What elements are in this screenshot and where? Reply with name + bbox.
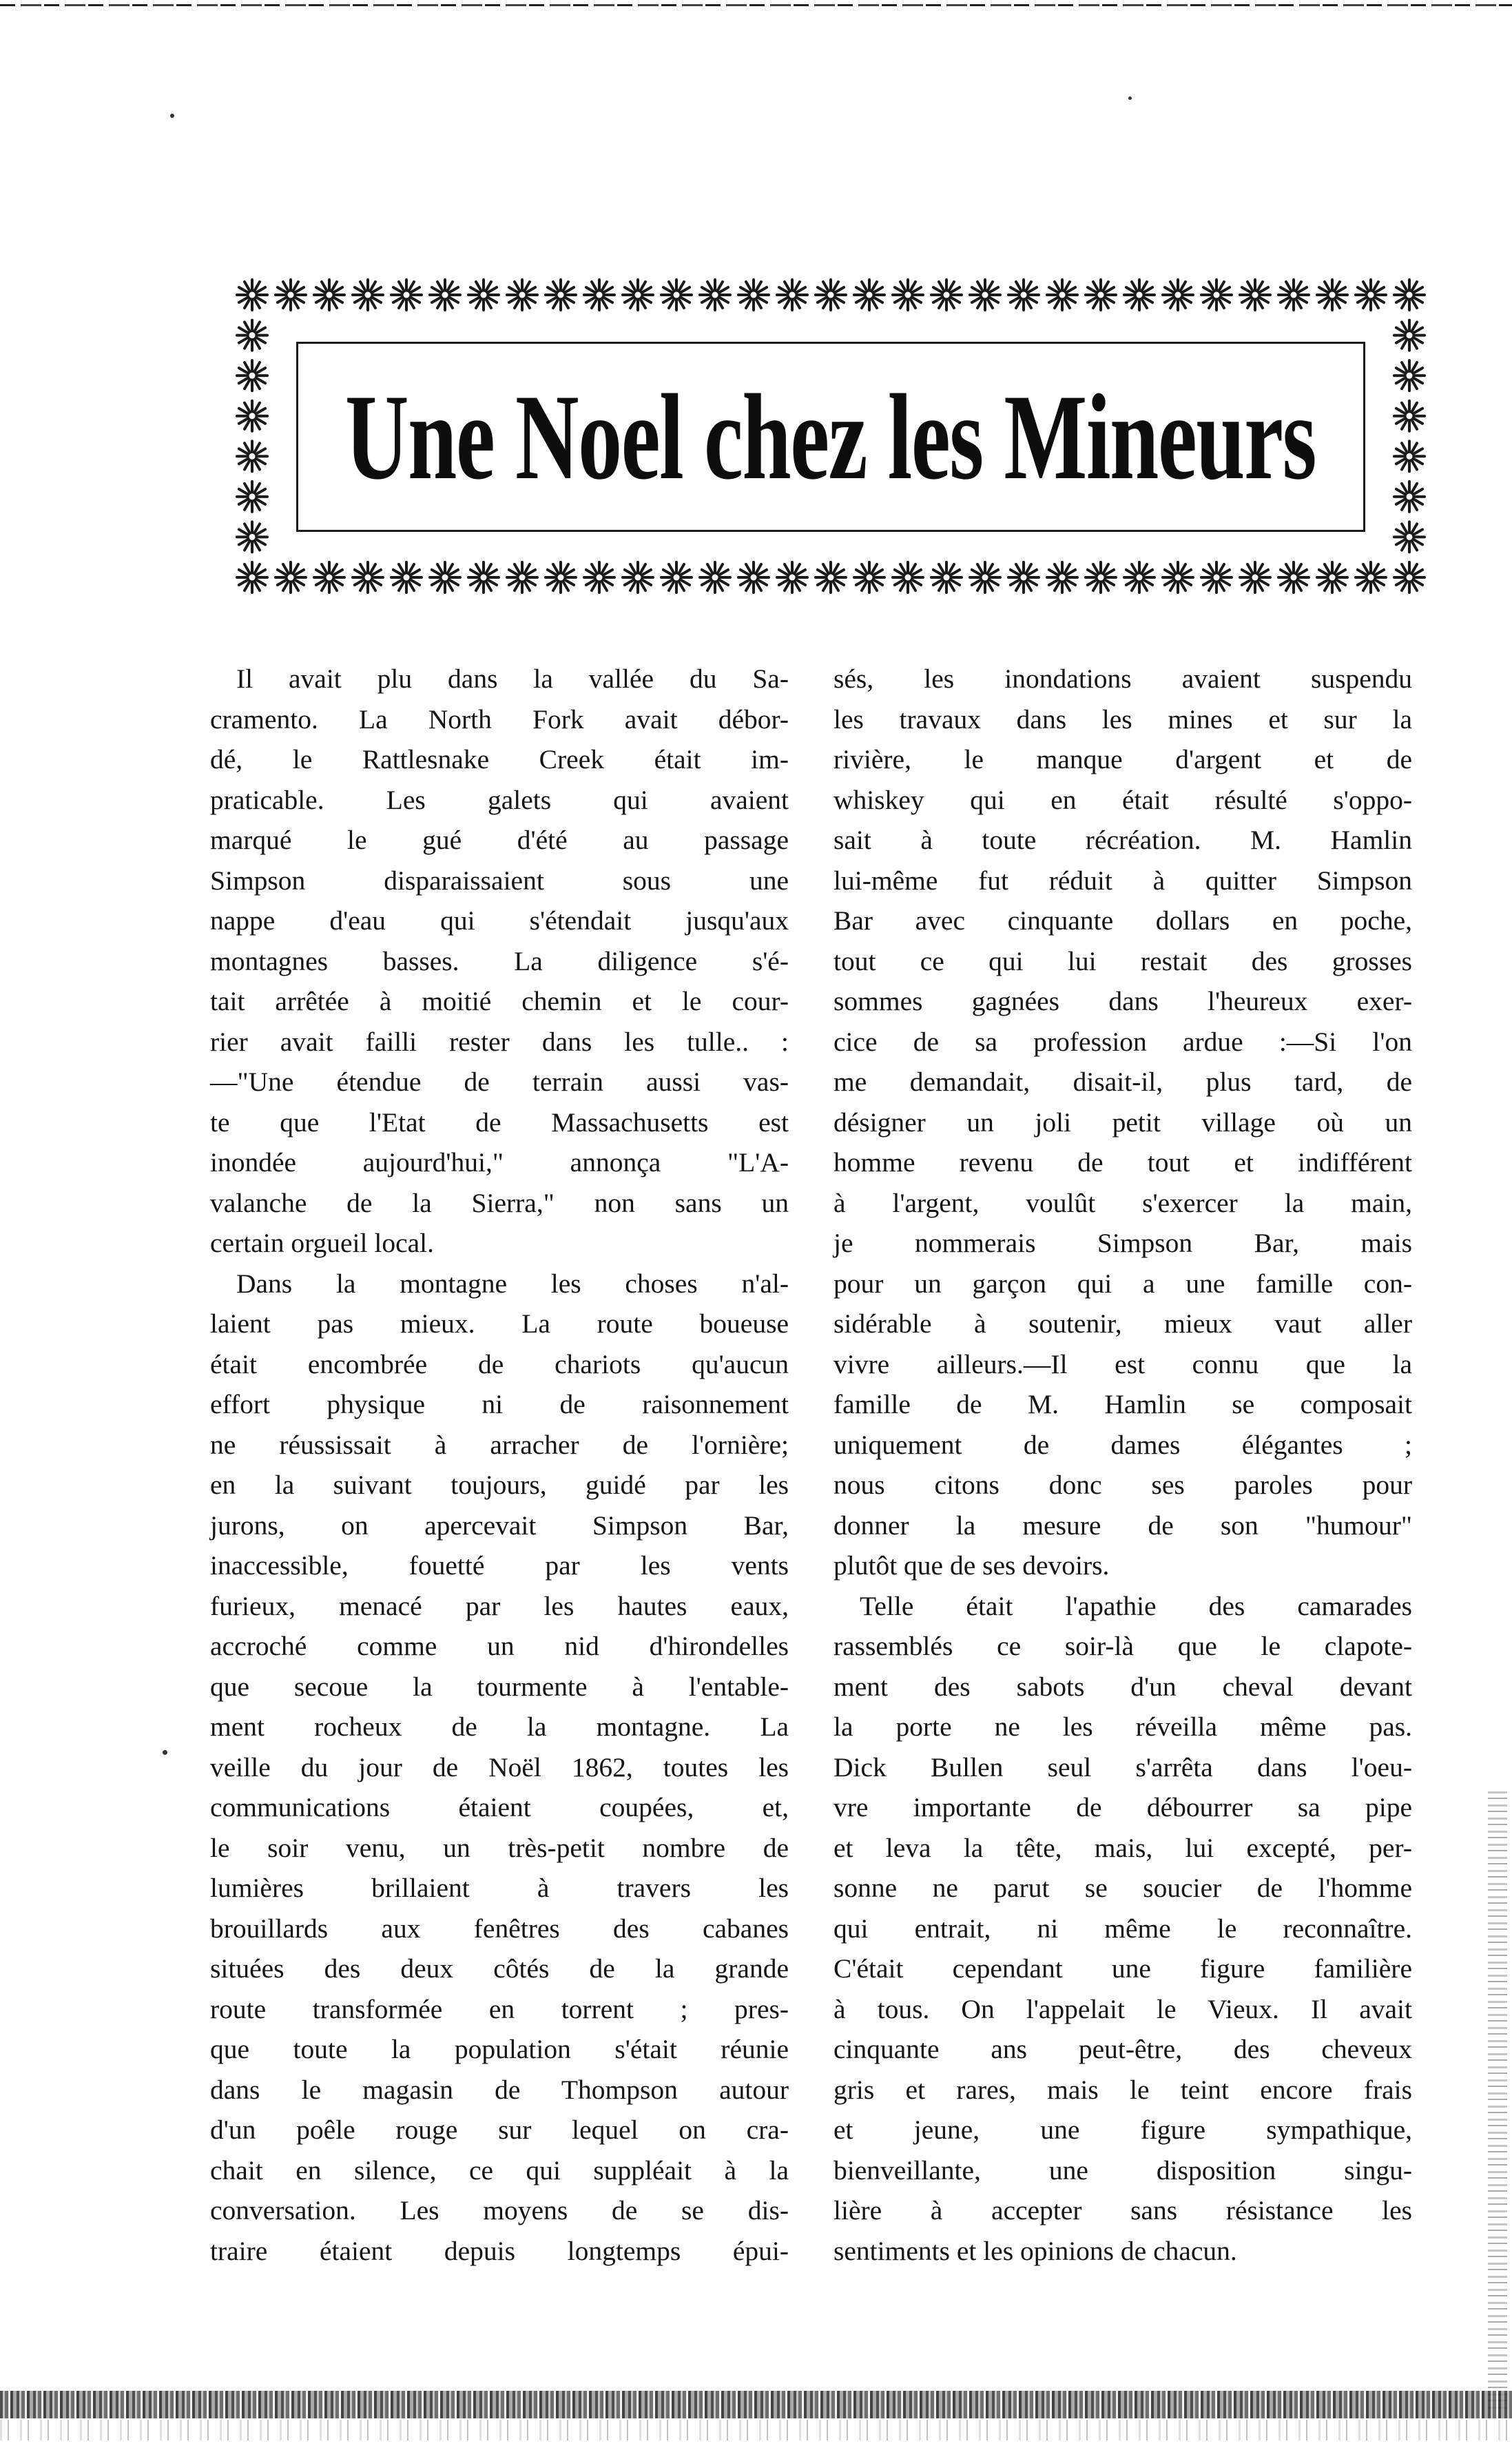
article-line: situées des deux côtés de la grande	[210, 1953, 789, 1984]
article-line: certain orgueil local.	[210, 1228, 435, 1258]
asterisk-flower-icon	[237, 280, 267, 310]
article-line: rier avait failli rester dans les tulle.. :	[210, 1026, 789, 1057]
asterisk-flower-icon	[1356, 280, 1386, 310]
asterisk-flower-icon	[314, 562, 344, 593]
ink-speck	[170, 114, 174, 118]
asterisk-flower-icon	[468, 562, 499, 593]
article-line: les travaux dans les mines et sur la	[833, 703, 1412, 734]
asterisk-flower-icon	[1124, 562, 1154, 593]
asterisk-flower-icon	[353, 562, 383, 593]
article-line: rivière, le manque d'argent et de	[833, 744, 1412, 774]
article-line: marqué le gué d'été au passage	[210, 825, 789, 855]
asterisk-flower-icon	[276, 280, 306, 310]
asterisk-flower-icon	[584, 562, 614, 593]
asterisk-flower-icon	[738, 562, 769, 593]
article-line: chait en silence, ce qui suppléait à la	[210, 2154, 789, 2185]
article-line: C'était cependant une figure familière	[833, 1953, 1412, 1984]
article-line: Dans la montagne les choses n'al-	[236, 1268, 789, 1299]
asterisk-flower-icon	[237, 522, 267, 552]
article-line: praticable. Les galets qui avaient	[210, 784, 789, 815]
asterisk-flower-icon	[1394, 401, 1425, 431]
article-line: et leva la tête, mais, lui excepté, per-	[833, 1832, 1412, 1863]
page-title: Une Noel chez les Mineurs	[345, 369, 1316, 505]
asterisk-flower-icon	[1201, 280, 1232, 310]
article-line: homme revenu de tout et indifférent	[833, 1147, 1412, 1177]
asterisk-flower-icon	[1317, 280, 1347, 310]
asterisk-flower-icon	[970, 280, 1000, 310]
page-edge-noise	[1488, 1791, 1507, 2411]
article-line: sidérable à soutenir, mieux vaut aller	[833, 1308, 1412, 1339]
article-line: était encombrée de chariots qu'aucun	[210, 1348, 789, 1379]
asterisk-flower-icon	[507, 280, 537, 310]
article-line: tout ce qui lui restait des grosses	[833, 945, 1412, 976]
article-line: furieux, menacé par les hautes eaux,	[210, 1590, 789, 1621]
ink-speck	[163, 1750, 167, 1755]
asterisk-flower-icon	[1278, 562, 1309, 593]
article-line: vre importante de débourrer sa pipe	[833, 1792, 1412, 1822]
asterisk-flower-icon	[1356, 562, 1386, 593]
asterisk-flower-icon	[623, 562, 653, 593]
article-line: nous citons donc ses paroles pour	[833, 1470, 1412, 1500]
article-line: d'un poêle rouge sur lequel on cra-	[210, 2115, 789, 2145]
asterisk-flower-icon	[893, 280, 923, 310]
article-line: lière à accepter sans résistance les	[833, 2195, 1412, 2225]
article-line: inondée aujourd'hui," annonça "L'A-	[210, 1147, 789, 1177]
article-line: Bar avec cinquante dollars en poche,	[833, 905, 1412, 936]
top-rule	[0, 4, 1512, 6]
asterisk-flower-icon	[1008, 562, 1039, 593]
asterisk-flower-icon	[777, 562, 807, 593]
asterisk-flower-icon	[584, 280, 614, 310]
article-line: bienveillante, une disposition singu-	[833, 2154, 1412, 2185]
article-line: rassemblés ce soir-là que le clapote-	[833, 1631, 1412, 1661]
article-line: accroché comme un nid d'hirondelles	[210, 1631, 789, 1661]
article-line: qui entrait, ni même le reconnaître.	[833, 1913, 1412, 1944]
article-line: jurons, on apercevait Simpson Bar,	[210, 1510, 789, 1541]
article-line: te que l'Etat de Massachusetts est	[210, 1107, 789, 1138]
article-column-right	[833, 659, 1412, 2271]
asterisk-flower-icon	[931, 562, 962, 593]
article-line: nappe d'eau qui s'étendait jusqu'aux	[210, 905, 789, 936]
article-line: conversation. Les moyens de se dis-	[210, 2195, 789, 2225]
article-line: que toute la population s'était réunie	[210, 2034, 789, 2064]
article-line: lumières brillaient à travers les	[210, 1873, 789, 1903]
article-line: ne réussissait à arracher de l'ornière;	[210, 1429, 789, 1460]
article-line: et jeune, une figure sympathique,	[833, 2115, 1412, 2145]
article-line: brouillards aux fenêtres des cabanes	[210, 1913, 789, 1944]
ink-speck	[1128, 96, 1132, 100]
asterisk-flower-icon	[1394, 522, 1425, 552]
asterisk-flower-icon	[237, 360, 267, 391]
article-line: me demandait, disait-il, plus tard, de	[833, 1067, 1412, 1097]
article-line: gris et rares, mais le teint encore frais	[833, 2074, 1412, 2105]
article-line: tait arrêtée à moitié chemin et le cour-	[210, 986, 789, 1016]
article-line: le soir venu, un très-petit nombre de	[210, 1832, 789, 1863]
asterisk-flower-icon	[1240, 280, 1270, 310]
article-line: lui-même fut réduit à quitter Simpson	[833, 865, 1412, 896]
article-line: dé, le Rattlesnake Creek était im-	[210, 744, 789, 774]
title-frame	[227, 276, 1434, 598]
article-line: ment des sabots d'un cheval devant	[833, 1671, 1412, 1702]
article-line: montagnes basses. La diligence s'é-	[210, 945, 789, 976]
article-line: cinquante ans peut-être, des cheveux	[833, 2034, 1412, 2064]
asterisk-flower-icon	[1240, 562, 1270, 593]
asterisk-flower-icon	[546, 280, 576, 310]
article-line: sommes gagnées dans l'heureux exer-	[833, 986, 1412, 1016]
asterisk-flower-icon	[1047, 562, 1077, 593]
asterisk-flower-icon	[1394, 320, 1425, 351]
article-line: sentiments et les opinions de chacun.	[833, 2235, 1237, 2266]
asterisk-flower-icon	[661, 562, 692, 593]
article-line: je nommerais Simpson Bar, mais	[833, 1228, 1412, 1258]
asterisk-flower-icon	[1394, 482, 1425, 512]
asterisk-flower-icon	[507, 562, 537, 593]
article-line: sés, les inondations avaient suspendu	[833, 664, 1412, 694]
asterisk-flower-icon	[237, 320, 267, 351]
asterisk-flower-icon	[623, 280, 653, 310]
asterisk-flower-icon	[700, 562, 730, 593]
article-line: cice de sa profession ardue :—Si l'on	[833, 1026, 1412, 1057]
asterisk-flower-icon	[237, 401, 267, 431]
asterisk-flower-icon	[1394, 360, 1425, 391]
article-line: veille du jour de Noël 1862, toutes les	[210, 1751, 789, 1782]
article-line: whiskey qui en était résulté s'oppo-	[833, 784, 1412, 815]
asterisk-flower-icon	[1394, 280, 1425, 310]
article-line: valanche de la Sierra," non sans un	[210, 1187, 789, 1218]
article-line: pour un garçon qui a une famille con-	[833, 1268, 1412, 1299]
article-line: en la suivant toujours, guidé par les	[210, 1470, 789, 1500]
asterisk-flower-icon	[893, 562, 923, 593]
article-line: traire étaient depuis longtemps épui-	[210, 2235, 789, 2266]
article-line: sait à toute récréation. M. Hamlin	[833, 825, 1412, 855]
asterisk-flower-icon	[1086, 280, 1116, 310]
asterisk-flower-icon	[1163, 280, 1193, 310]
asterisk-flower-icon	[1163, 562, 1193, 593]
article-line: Simpson disparaissaient sous une	[210, 865, 789, 896]
asterisk-flower-icon	[700, 280, 730, 310]
asterisk-flower-icon	[661, 280, 692, 310]
asterisk-flower-icon	[468, 280, 499, 310]
bottom-scan-band	[0, 2391, 1512, 2418]
article-line: ment rocheux de la montagne. La	[210, 1711, 789, 1742]
asterisk-flower-icon	[854, 562, 884, 593]
article-line: Dick Bullen seul s'arrêta dans l'oeu-	[833, 1751, 1412, 1782]
article-line: —"Une étendue de terrain aussi vas-	[210, 1067, 789, 1097]
article-line: que secoue la tourmente à l'entable-	[210, 1671, 789, 1702]
asterisk-flower-icon	[237, 441, 267, 471]
asterisk-flower-icon	[1047, 280, 1077, 310]
article-line: cramento. La North Fork avait débor-	[210, 703, 789, 734]
asterisk-flower-icon	[391, 280, 422, 310]
asterisk-flower-icon	[353, 280, 383, 310]
asterisk-flower-icon	[1008, 280, 1039, 310]
asterisk-flower-icon	[777, 280, 807, 310]
asterisk-flower-icon	[738, 280, 769, 310]
asterisk-flower-icon	[1278, 280, 1309, 310]
asterisk-flower-icon	[237, 482, 267, 512]
asterisk-flower-icon	[430, 562, 460, 593]
article-line: communications étaient coupées, et,	[210, 1792, 789, 1822]
bottom-scan-band-faint	[0, 2420, 1512, 2440]
article-line: vivre ailleurs.—Il est connu que la	[833, 1348, 1412, 1379]
asterisk-flower-icon	[1201, 562, 1232, 593]
asterisk-flower-icon	[237, 562, 267, 593]
article-line: uniquement de dames élégantes ;	[833, 1429, 1412, 1460]
asterisk-flower-icon	[1124, 280, 1154, 310]
asterisk-flower-icon	[546, 562, 576, 593]
asterisk-flower-icon	[1086, 562, 1116, 593]
asterisk-flower-icon	[816, 280, 846, 310]
article-line: sonne ne parut se soucier de l'homme	[833, 1873, 1412, 1903]
asterisk-flower-icon	[1394, 441, 1425, 471]
asterisk-flower-icon	[276, 562, 306, 593]
asterisk-flower-icon	[970, 562, 1000, 593]
article-line: donner la mesure de son "humour"	[833, 1510, 1412, 1541]
article-line: famille de M. Hamlin se composait	[833, 1389, 1412, 1419]
article-line: laient pas mieux. La route boueuse	[210, 1308, 789, 1339]
article-line: effort physique ni de raisonnement	[210, 1389, 789, 1419]
article-line: à tous. On l'appelait le Vieux. Il avait	[833, 1993, 1412, 2024]
article-line: Telle était l'apathie des camarades	[860, 1590, 1412, 1621]
asterisk-flower-icon	[854, 280, 884, 310]
article-line: la porte ne les réveilla même pas.	[833, 1711, 1412, 1742]
asterisk-flower-icon	[816, 562, 846, 593]
asterisk-flower-icon	[430, 280, 460, 310]
asterisk-flower-icon	[931, 280, 962, 310]
asterisk-flower-icon	[391, 562, 422, 593]
asterisk-flower-icon	[1317, 562, 1347, 593]
article-line: route transformée en torrent ; pres-	[210, 1993, 789, 2024]
article-line: plutôt que de ses devoirs.	[833, 1550, 1110, 1581]
article-line: dans le magasin de Thompson autour	[210, 2074, 789, 2105]
article-line: désigner un joli petit village où un	[833, 1107, 1412, 1138]
article-line: inaccessible, fouetté par les vents	[210, 1550, 789, 1581]
article-column-left	[210, 659, 789, 2271]
asterisk-flower-icon	[314, 280, 344, 310]
article-line: Il avait plu dans la vallée du Sa-	[236, 664, 789, 694]
asterisk-flower-icon	[1394, 562, 1425, 593]
article-line: à l'argent, voulût s'exercer la main,	[833, 1187, 1412, 1218]
title-box	[296, 342, 1365, 532]
